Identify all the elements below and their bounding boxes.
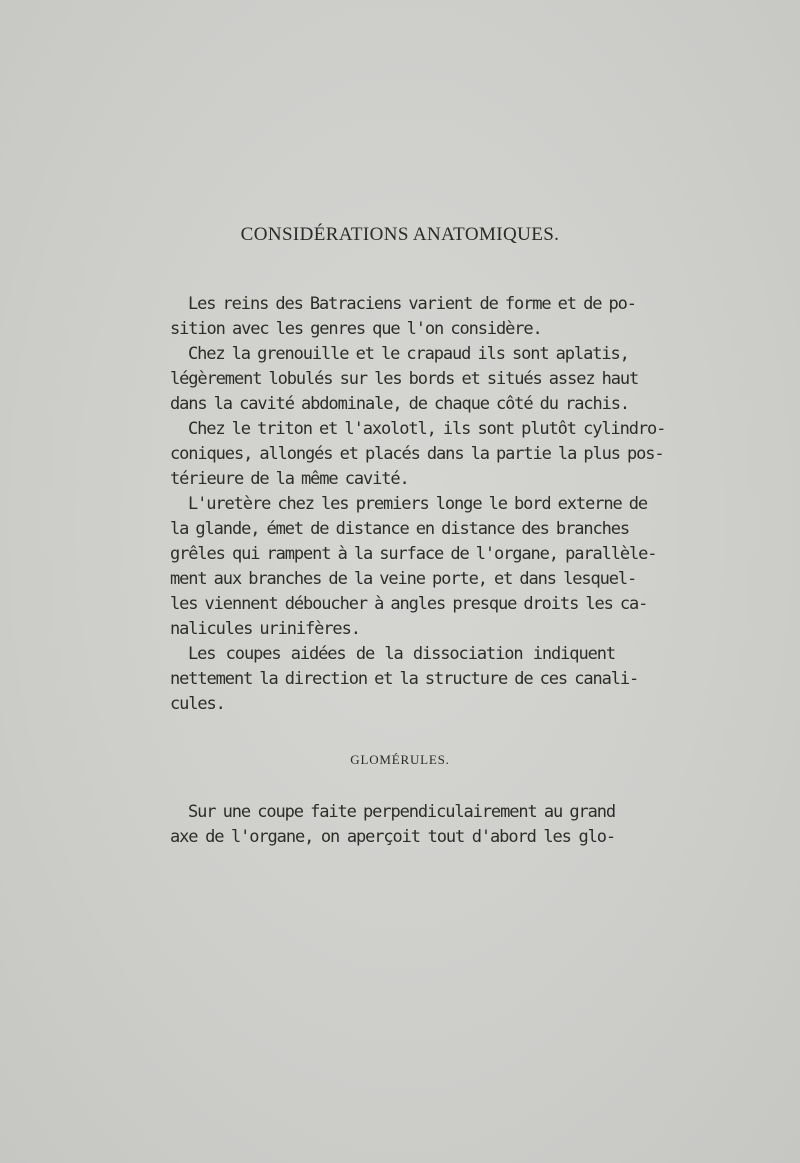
text-line: légèrement lobulés sur les bords et situés assez haut	[170, 369, 639, 389]
text-line: Sur une coupe faite perpendiculairement au grand	[188, 802, 615, 822]
text-line: coniques, allongés et placés dans la partie la plus pos-	[170, 444, 664, 464]
text-line: Chez le triton et l'axolotl, ils sont plutôt cylindro-	[188, 419, 666, 439]
section-text	[170, 800, 615, 850]
text-line: L'uretère chez les premiers longe le bord externe de	[188, 494, 648, 514]
body-text	[170, 292, 666, 717]
text-line: Les coupes aidées de la dissociation indiquent	[188, 644, 615, 664]
text-line: axe de l'organe, on aperçoit tout d'abord les glo-	[170, 827, 615, 847]
section-subheading: GLOMÉRULES.	[350, 752, 450, 767]
text-line: dans la cavité abdominale, de chaque côté du rachis.	[170, 394, 630, 414]
text-line: nettement la direction et la structure de ces canali-	[170, 669, 639, 689]
text-line: les viennent déboucher à angles presque droits les ca-	[170, 594, 648, 614]
text-line: cules.	[170, 694, 225, 714]
page-heading: CONSIDÉRATIONS ANATOMIQUES.	[240, 224, 560, 245]
text-line: Les reins des Batraciens varient de forme et de po-	[188, 294, 636, 314]
text-line: nalicules urinifères.	[170, 619, 360, 639]
text-line: sition avec les genres que l'on considère.	[170, 319, 542, 339]
text-line: ment aux branches de la veine porte, et dans lesquel-	[170, 569, 637, 589]
text-line: la glande, émet de distance en distance des branches	[170, 519, 630, 539]
text-line: grêles qui rampent à la surface de l'organe, parallèle-	[170, 544, 657, 564]
text-line: Chez la grenouille et le crapaud ils sont aplatis,	[188, 344, 629, 364]
text-line: térieure de la même cavité.	[170, 469, 409, 489]
